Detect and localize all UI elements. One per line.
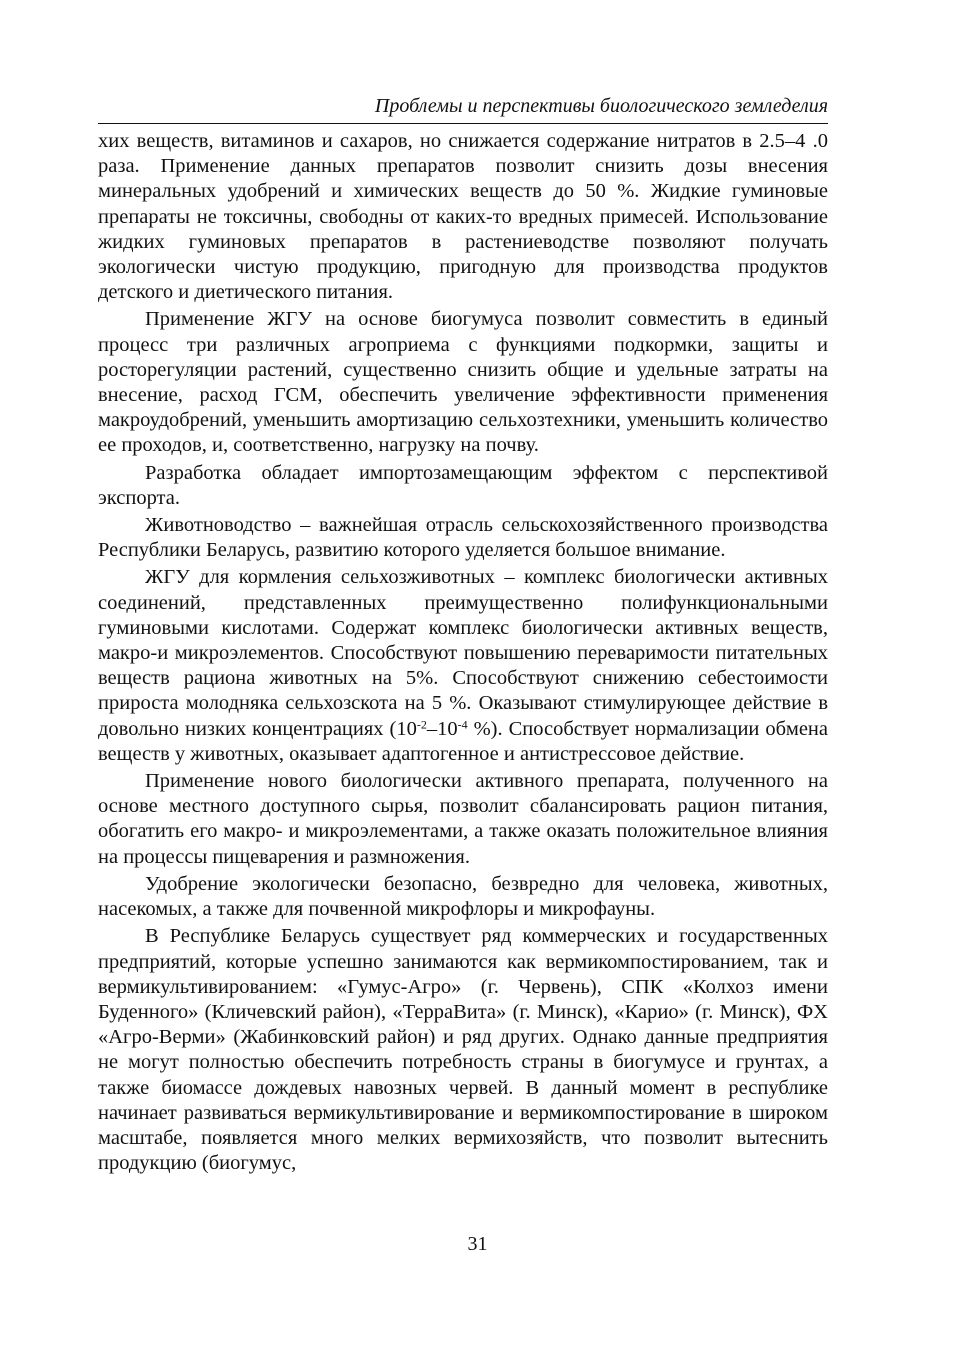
body-text <box>98 129 828 1211</box>
paragraph-continuation: хих веществ, витаминов и сахаров, но снижается содержание нитратов в 2.5–4 .0 раза. Применение данных препаратов позволит снизить дозы внесения минеральных удобрений и химических веществ до 50 %. Жидкие гуминовые препараты не токсичны, свободны от каких-то вредных примесей. Использование жидких гуминовых препаратов в растениеводстве позволяют получать экологически чистую продукцию, пригодную для производства продуктов детского и диетического питания. <box>98 130 828 304</box>
paragraph: Удобрение экологически безопасно, безвредно для человека, животных, насекомых, а также для почвенной микрофлоры и микрофауны. <box>98 872 828 921</box>
paragraph: Разработка обладает импортозамещающим эффектом с перспективой экспорта. <box>98 461 828 509</box>
running-header-title: Проблемы и перспективы биологического земледелия <box>374 95 828 117</box>
page-number: 31 <box>467 1233 488 1255</box>
running-header <box>98 88 828 124</box>
paragraph-feed <box>98 565 828 767</box>
paragraph-feed-after: %). Способствует нормализации обмена веществ у животных, оказывает адаптогенное и антистрессовое действие. <box>98 717 828 765</box>
paragraph-feed-before: ЖГУ для кормления сельхозживотных – комплекс биологически активных соединений, представленных преимущественно полифункциональными гуминовыми кислотами. Содержат комплекс биологически активных веществ, макро-и микроэлементов. Способствуют повышению переваримости питательных веществ рациона животных на 5%. Способствуют снижению себестоимости прироста молодняка сельхозскота на 5 %. Оказывают стимулирующее действие в довольно низких концентрациях (10 <box>98 566 828 740</box>
paragraph: В Республике Беларусь существует ряд коммерческих и государственных предприятий, которые успешно занимаются как вермикомпостированием, так и вермикультивированием: «Гумус-Агро» (г. Червень), СПК «Колхоз имени Буденного» (Кличевский район), «ТерраВита» (г. Минск), «Карио» (г. Минск), ФХ «Агро-Верми» (Жабинковский район) и ряд других. Однако данные предприятия не могут полностью обеспечить потребность страны в биогумусе и грунтах, а также биомассе дождевых навозных червей. В данный момент в республике начинает развиваться вермикультивирование и вермикомпостирование в широком масштабе, появляется много мелких вермихозяйств, что позволит вытеснить продукцию (биогумус, <box>98 925 828 1175</box>
header-rule <box>98 123 828 124</box>
paragraph: Животноводство – важнейшая отрасль сельскохозяйственного производства Республики Беларусь, развитию которого уделяется большое внимание. <box>98 514 828 562</box>
exponent: -4 <box>457 717 468 732</box>
exponent: -2 <box>416 717 427 732</box>
paragraph: Применение ЖГУ на основе биогумуса позволит совместить в единый процесс три различных агроприема с функциями подкормки, защиты и росторегуляции растений, существенно снизить общие и удельные затраты на внесение, расход ГСМ, обеспечить увеличение эффективности применения макроудобрений, уменьшить амортизацию сельхозтехники, уменьшить количество ее проходов, и, соответственно, нагрузку на почву. <box>98 308 828 457</box>
paragraph: Применение нового биологически активного препарата, полученного на основе местного доступного сырья, позволит сбалансировать рацион питания, обогатить его макро- и микроэлементами, а также оказать положительное влияния на процессы пищеварения и размножения. <box>98 770 828 868</box>
paragraph-feed-middle: –10 <box>426 717 458 740</box>
